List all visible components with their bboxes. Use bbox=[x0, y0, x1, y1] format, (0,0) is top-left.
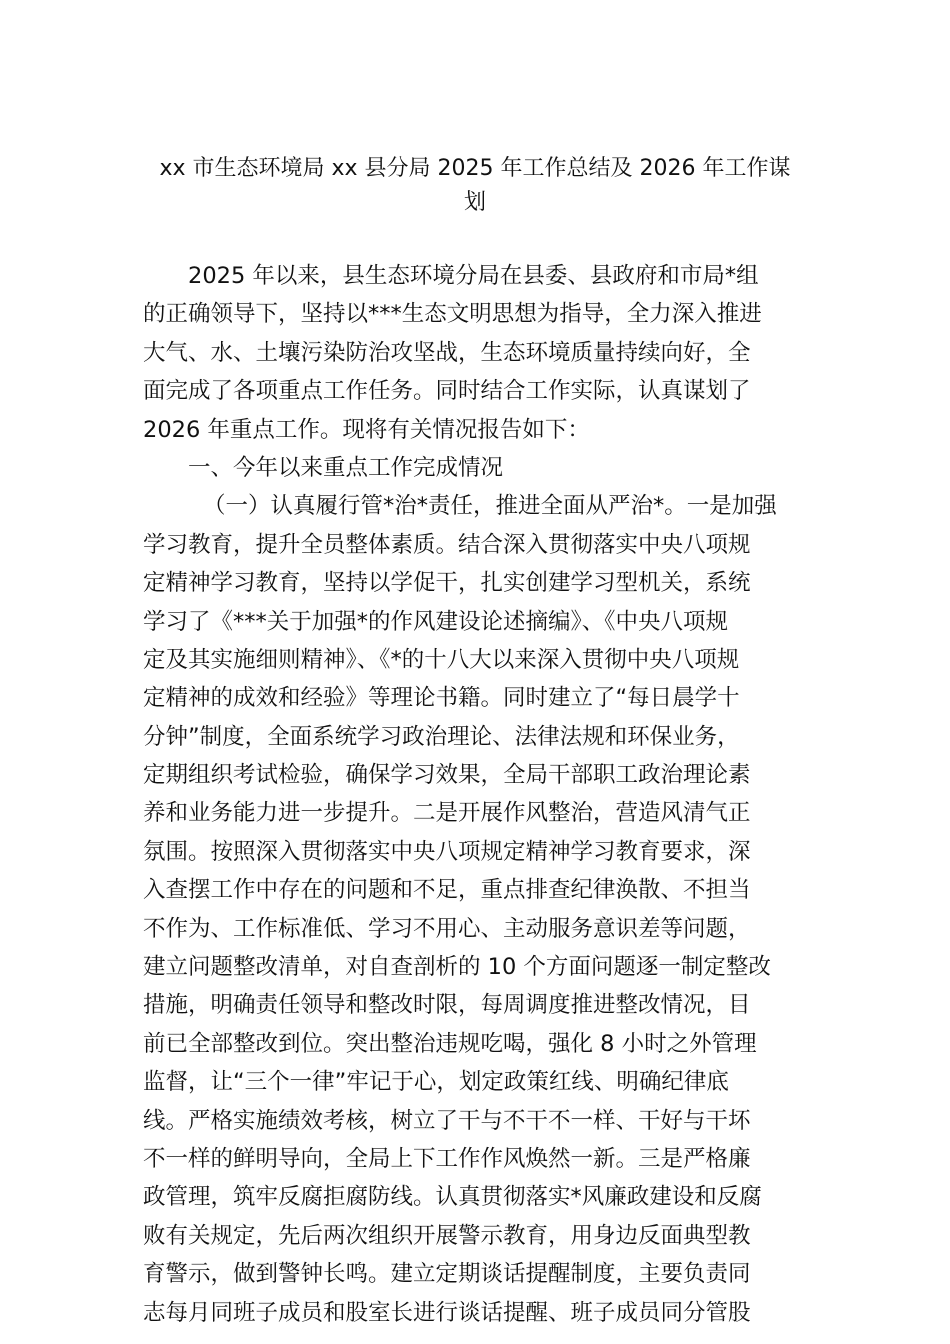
paragraph-line: 定期组织考试检验，确保学习效果，全局干部职工政治理论素 bbox=[143, 762, 751, 789]
paragraph-line: 氛围。按照深入贯彻落实中央八项规定精神学习教育要求，深 bbox=[143, 838, 751, 865]
paragraph-line: 措施，明确责任领导和整改时限，每周调度推进整改情况，目 bbox=[143, 992, 751, 1019]
paragraph-intro-line: 的正确领导下，坚持以***生态文明思想为指导，全力深入推进 bbox=[143, 301, 762, 328]
document-title bbox=[140, 152, 810, 220]
section-heading: 一、今年以来重点工作完成情况 bbox=[188, 454, 504, 481]
paragraph-line: 建立问题整改清单，对自查剖析的 10 个方面问题逐一制定整改 bbox=[143, 954, 771, 981]
paragraph-line: 学习教育，提升全员整体素质。结合深入贯彻落实中央八项规 bbox=[143, 531, 751, 558]
paragraph-line: 监督，让“三个一律”牢记于心，划定政策红线、明确纪律底 bbox=[143, 1069, 729, 1096]
paragraph-line: 养和业务能力进一步提升。二是开展作风整治，营造风清气正 bbox=[143, 800, 751, 827]
paragraph-line: 政管理，筑牢反腐拒腐防线。认真贯彻落实*风廉政建设和反腐 bbox=[143, 1184, 762, 1211]
paragraph-line: 学习了《***关于加强*的作风建设论述摘编》、《中央八项规 bbox=[143, 608, 729, 635]
paragraph-line: 不作为、工作标准低、学习不用心、主动服务意识差等问题， bbox=[143, 915, 751, 942]
paragraph-line: 定精神的成效和经验》等理论书籍。同时建立了“每日晨学十 bbox=[143, 685, 740, 712]
title-line: xx 市生态环境局 xx 县分局 2025 年工作总结及 2026 年工作谋 bbox=[159, 156, 791, 181]
paragraph-line: 育警示，做到警钟长鸣。建立定期谈话提醒制度，主要负责同 bbox=[143, 1261, 751, 1288]
paragraph-line: 不一样的鲜明导向，全局上下工作作风焕然一新。三是严格廉 bbox=[143, 1145, 751, 1172]
paragraph-line: 定及其实施细则精神》、《*的十八大以来深入贯彻中央八项规 bbox=[143, 646, 740, 673]
paragraph-line: （一）认真履行管*治*责任，推进全面从严治*。一是加强 bbox=[203, 493, 777, 520]
paragraph-intro-line: 2026 年重点工作。现将有关情况报告如下： bbox=[143, 416, 590, 443]
paragraph-intro-line: 2025 年以来，县生态环境分局在县委、县政府和市局*组 bbox=[188, 263, 759, 289]
paragraph-line: 败有关规定，先后两次组织开展警示教育，用身边反面典型教 bbox=[143, 1222, 751, 1249]
paragraph-intro-line: 面完成了各项重点工作任务。同时结合工作实际，认真谋划了 bbox=[143, 378, 751, 405]
document-body bbox=[143, 257, 813, 1332]
paragraph-line: 分钟”制度，全面系统学习政治理论、法律法规和环保业务， bbox=[143, 723, 740, 750]
title-line: 划 bbox=[463, 190, 486, 215]
paragraph-intro-line: 大气、水、土壤污染防治攻坚战，生态环境质量持续向好，全 bbox=[143, 339, 751, 366]
paragraph-line: 定精神学习教育，坚持以学促干，扎实创建学习型机关，系统 bbox=[143, 570, 751, 597]
paragraph-line: 前已全部整改到位。突出整治违规吃喝，强化 8 小时之外管理 bbox=[143, 1030, 757, 1057]
paragraph-line: 志每月同班子成员和股室长进行谈话提醒、班子成员同分管股 bbox=[143, 1299, 751, 1326]
paragraph-line: 入查摆工作中存在的问题和不足，重点排查纪律涣散、不担当 bbox=[143, 877, 751, 904]
paragraph-line: 线。严格实施绩效考核，树立了干与不干不一样、干好与干坏 bbox=[143, 1107, 751, 1134]
